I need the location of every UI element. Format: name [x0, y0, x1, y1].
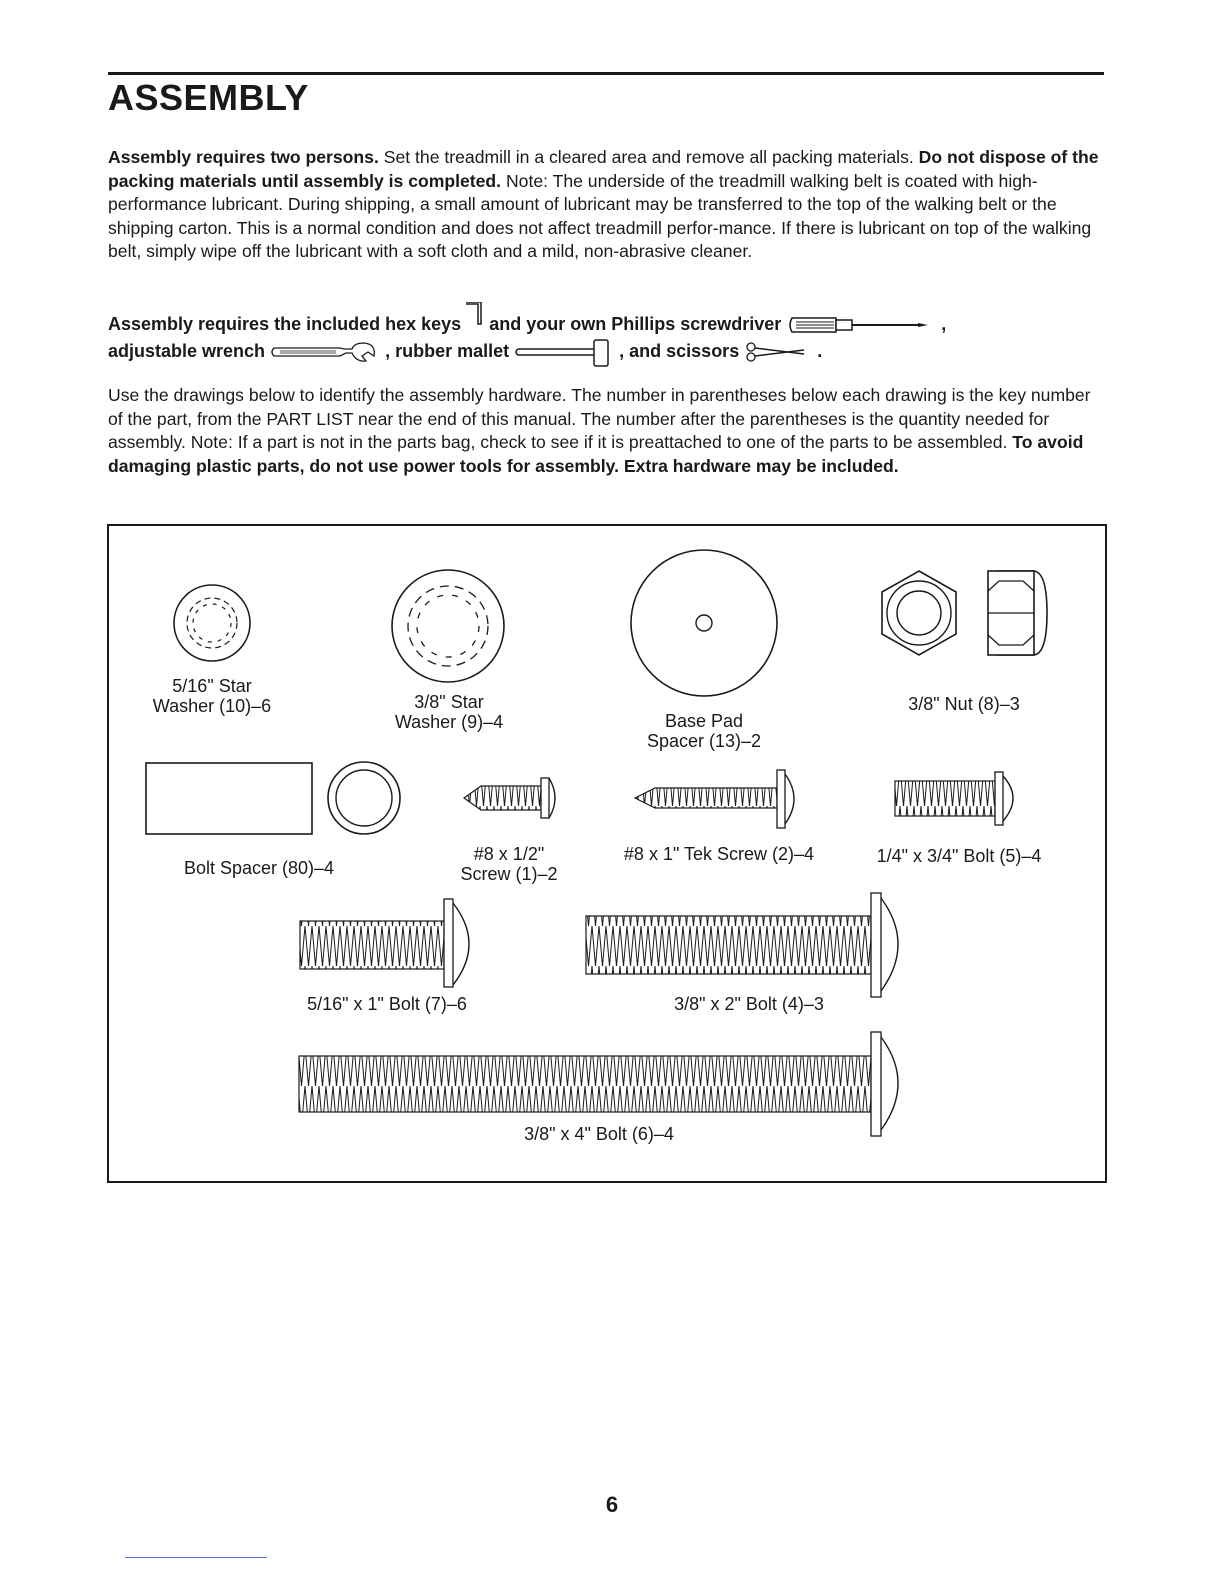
bolt-3-8x2-icon [586, 893, 898, 997]
footer-line [125, 1557, 267, 1558]
nut-icon [882, 571, 1047, 655]
intro-bold-1: Assembly requires two persons. [108, 147, 379, 167]
tools-text-2: and your own Phillips screwdriver [489, 314, 782, 334]
tools-text-1: Assembly requires the included hex keys [108, 314, 462, 334]
part-label: 3/8" Star Washer (9)–4 [394, 692, 504, 732]
tools-text-6: , and scissors [619, 341, 740, 361]
tools-paragraph [108, 312, 1108, 367]
usage-text-1: Use the drawings below to identify the assembly hardware. The number in parentheses below each drawing is the key number of the part, from the PART LIST near the end of this manual. The number after the parentheses is the quantity needed for assembly. Note: If a part is not in the parts bag, check to see if it is preattached to one of the parts to be assembled. [108, 385, 1091, 453]
wrench-icon [270, 340, 380, 364]
intro-text-1: Set the treadmill in a cleared area and remove all packing materials. [378, 147, 919, 167]
usage-paragraph [108, 384, 1108, 478]
tek-screw-icon [635, 770, 794, 828]
part-label: #8 x 1/2" Screw (1)–2 [460, 844, 558, 884]
hex-key-icon [466, 302, 484, 326]
tools-text-5: , rubber mallet [385, 341, 510, 361]
part-label: 1/4" x 3/4" Bolt (5)–4 [876, 846, 1042, 866]
star-washer-small-icon [174, 585, 250, 661]
screwdriver-icon [786, 313, 936, 337]
usage-bold-1: To avoid damaging plastic parts, do not use power tools for assembly. Extra hardware may be included. [108, 432, 1084, 476]
part-label: #8 x 1" Tek Screw (2)–4 [623, 844, 815, 864]
tools-text-4: adjustable wrench [108, 341, 266, 361]
bolt-1-4-icon [895, 772, 1013, 825]
scissors-icon [744, 340, 812, 364]
page-number: 6 [605, 1492, 619, 1517]
part-label: 5/16" x 1" Bolt (7)–6 [307, 994, 467, 1014]
part-label: 3/8" x 2" Bolt (4)–3 [674, 994, 824, 1014]
screw-half-icon [464, 778, 555, 818]
base-pad-spacer-icon [631, 550, 777, 696]
part-label: 5/16" Star Washer (10)–6 [152, 676, 272, 716]
page-title: ASSEMBLY [108, 77, 309, 118]
bolt-3-8x4-icon [299, 1032, 898, 1136]
bolt-5-16-icon [300, 899, 469, 987]
intro-paragraph [108, 146, 1108, 264]
hardware-box [107, 524, 1107, 1183]
intro-text-2: Note: The underside of the treadmill walking belt is coated with high-performance lubricant. During shipping, a small amount of lubricant may be transferred to the top of the walking belt or the shipping carton. This is a normal condition and does not affect treadmill perfor-mance. If there is lubricant on top of the walking belt, simply wipe off the lubricant with a soft cloth and a mild, non-abrasive cleaner. [108, 170, 1092, 262]
intro-bold-2: Do not dispose of the packing materials until assembly is completed. [108, 147, 1099, 191]
tools-text-3: , [941, 314, 947, 334]
part-label: 3/8" x 4" Bolt (6)–4 [524, 1124, 674, 1144]
part-label: Base Pad Spacer (13)–2 [646, 711, 762, 751]
tools-text-7: . [817, 341, 823, 361]
star-washer-large-icon [392, 570, 504, 682]
mallet-icon [514, 337, 614, 367]
part-label: Bolt Spacer (80)–4 [183, 858, 335, 878]
bolt-spacer-icon [146, 762, 400, 834]
part-label: 3/8" Nut (8)–3 [908, 694, 1020, 714]
